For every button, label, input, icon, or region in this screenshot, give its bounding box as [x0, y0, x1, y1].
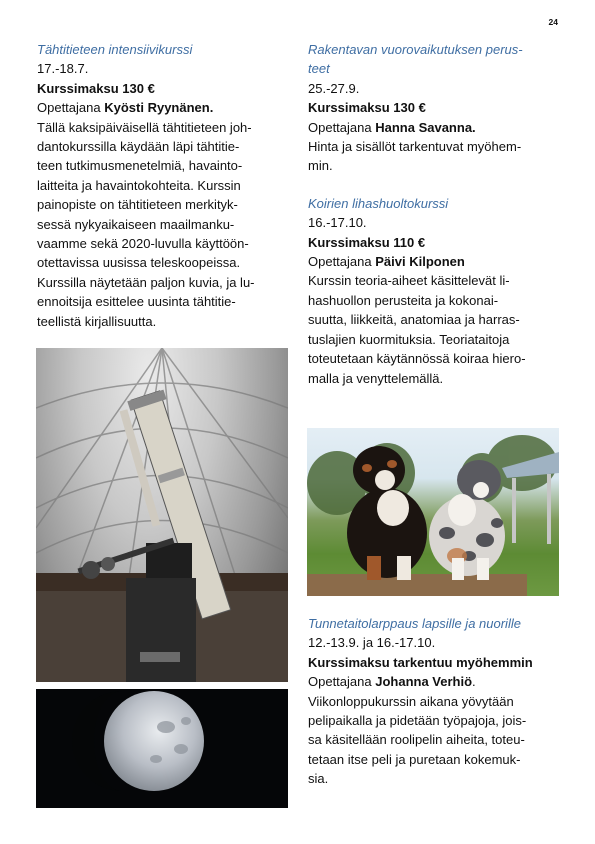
- course-description: [37, 118, 287, 331]
- course-emotion-larp: [308, 614, 558, 789]
- course-title: Tunnetaitolarppaus lapsille ja nuorille: [308, 615, 521, 631]
- desc-line: suutta, liikkeitä, anatomiaa ja harras-: [308, 312, 520, 328]
- course-dates: 25.-27.9.: [308, 80, 360, 96]
- teacher-name: Kyösti Ryynänen.: [104, 100, 214, 116]
- teacher-name: Päivi Kilponen: [375, 254, 465, 270]
- teacher-suffix: .: [472, 674, 476, 690]
- course-description: [308, 137, 558, 176]
- dogs-photo: [307, 428, 559, 596]
- course-communication: [308, 40, 558, 176]
- course-fee: Kurssimaksu tarkentuu myöhemmin: [308, 654, 533, 670]
- desc-line: hashuollon perusteita ja kokonai-: [308, 292, 499, 308]
- teacher-name: Johanna Verhiö: [375, 674, 473, 690]
- course-fee: Kurssimaksu 110 €: [308, 234, 426, 250]
- course-teacher: [37, 98, 287, 117]
- moon-photo: [36, 689, 288, 808]
- desc-line: min.: [308, 158, 333, 174]
- course-dog-muscle: [308, 194, 558, 388]
- desc-line: teellistä kirjallisuutta.: [37, 313, 157, 329]
- course-fee: Kurssimaksu 130 €: [37, 80, 155, 96]
- course-title: Koirien lihashuoltokurssi: [308, 195, 449, 211]
- desc-line: sa käsitellään roolipelin aiheita, toteu-: [308, 732, 525, 748]
- desc-line: painopiste on tähtitieteen merkityk-: [37, 197, 238, 213]
- teacher-prefix: Opettajana: [308, 254, 372, 270]
- desc-line: ennoitsija esittelee uusinta tähtitie-: [37, 294, 236, 310]
- desc-line: teen tutkimusmenetelmiä, havainto-: [37, 158, 243, 174]
- desc-line: Kurssin teoria-aiheet käsittelevät li-: [308, 273, 510, 289]
- course-dates: 17.-18.7.: [37, 61, 89, 77]
- desc-line: pelipaikalla ja pidetään työpajoja, jois-: [308, 712, 527, 728]
- course-title-line: teet: [308, 61, 330, 77]
- desc-line: dantokurssilla käydään läpi tähtitie-: [37, 139, 240, 155]
- desc-line: Viikonloppukurssin aikana yövytään: [308, 693, 514, 709]
- course-fee: Kurssimaksu 130 €: [308, 100, 426, 116]
- desc-line: otettavissa uusissa teleskoopeissa.: [37, 255, 241, 271]
- desc-line: Hinta ja sisällöt tarkentuvat myöhem-: [308, 139, 522, 155]
- page-number: 24: [548, 17, 558, 27]
- course-title: Tähtitieteen intensiivikurssi: [37, 42, 193, 57]
- teacher-prefix: Opettajana: [308, 674, 372, 690]
- course-description: [308, 692, 558, 789]
- desc-line: toteutetaan käytännössä koiraa hiero-: [308, 351, 526, 367]
- desc-line: vaamme sekä 2020-luvulla käyttöön-: [37, 236, 249, 252]
- desc-line: sessä nykyaikaiseen maailmanku-: [37, 216, 235, 232]
- course-dates: 12.-13.9. ja 16.-17.10.: [308, 635, 436, 651]
- course-title-line: Rakentavan vuorovaikutuksen perus-: [308, 42, 523, 57]
- course-dates: 16.-17.10.: [308, 215, 367, 231]
- left-column: [37, 40, 287, 331]
- desc-line: laitteita ja havaintokohteita. Kurssin: [37, 177, 241, 193]
- course-teacher: [308, 252, 558, 271]
- desc-line: sia.: [308, 771, 329, 787]
- desc-line: Kurssilla näytetään paljon kuvia, ja lu-: [37, 274, 255, 290]
- course-description: [308, 271, 558, 387]
- desc-line: tuslajien kuormituksia. Teoriataitoja: [308, 331, 510, 347]
- course-teacher: [308, 672, 558, 691]
- right-column: [308, 40, 558, 789]
- desc-line: tetaan itse peli ja puretaan kokemuk-: [308, 751, 521, 767]
- teacher-prefix: Opettajana: [308, 119, 372, 135]
- telescope-photo: [36, 348, 288, 682]
- desc-line: malla ja venyttelemällä.: [308, 370, 444, 386]
- course-teacher: [308, 118, 558, 137]
- teacher-name: Hanna Savanna.: [375, 119, 476, 135]
- course-astronomy: [37, 40, 287, 331]
- desc-line: Tällä kaksipäiväisellä tähtitieteen joh-: [37, 119, 252, 135]
- teacher-prefix: Opettajana: [37, 100, 101, 116]
